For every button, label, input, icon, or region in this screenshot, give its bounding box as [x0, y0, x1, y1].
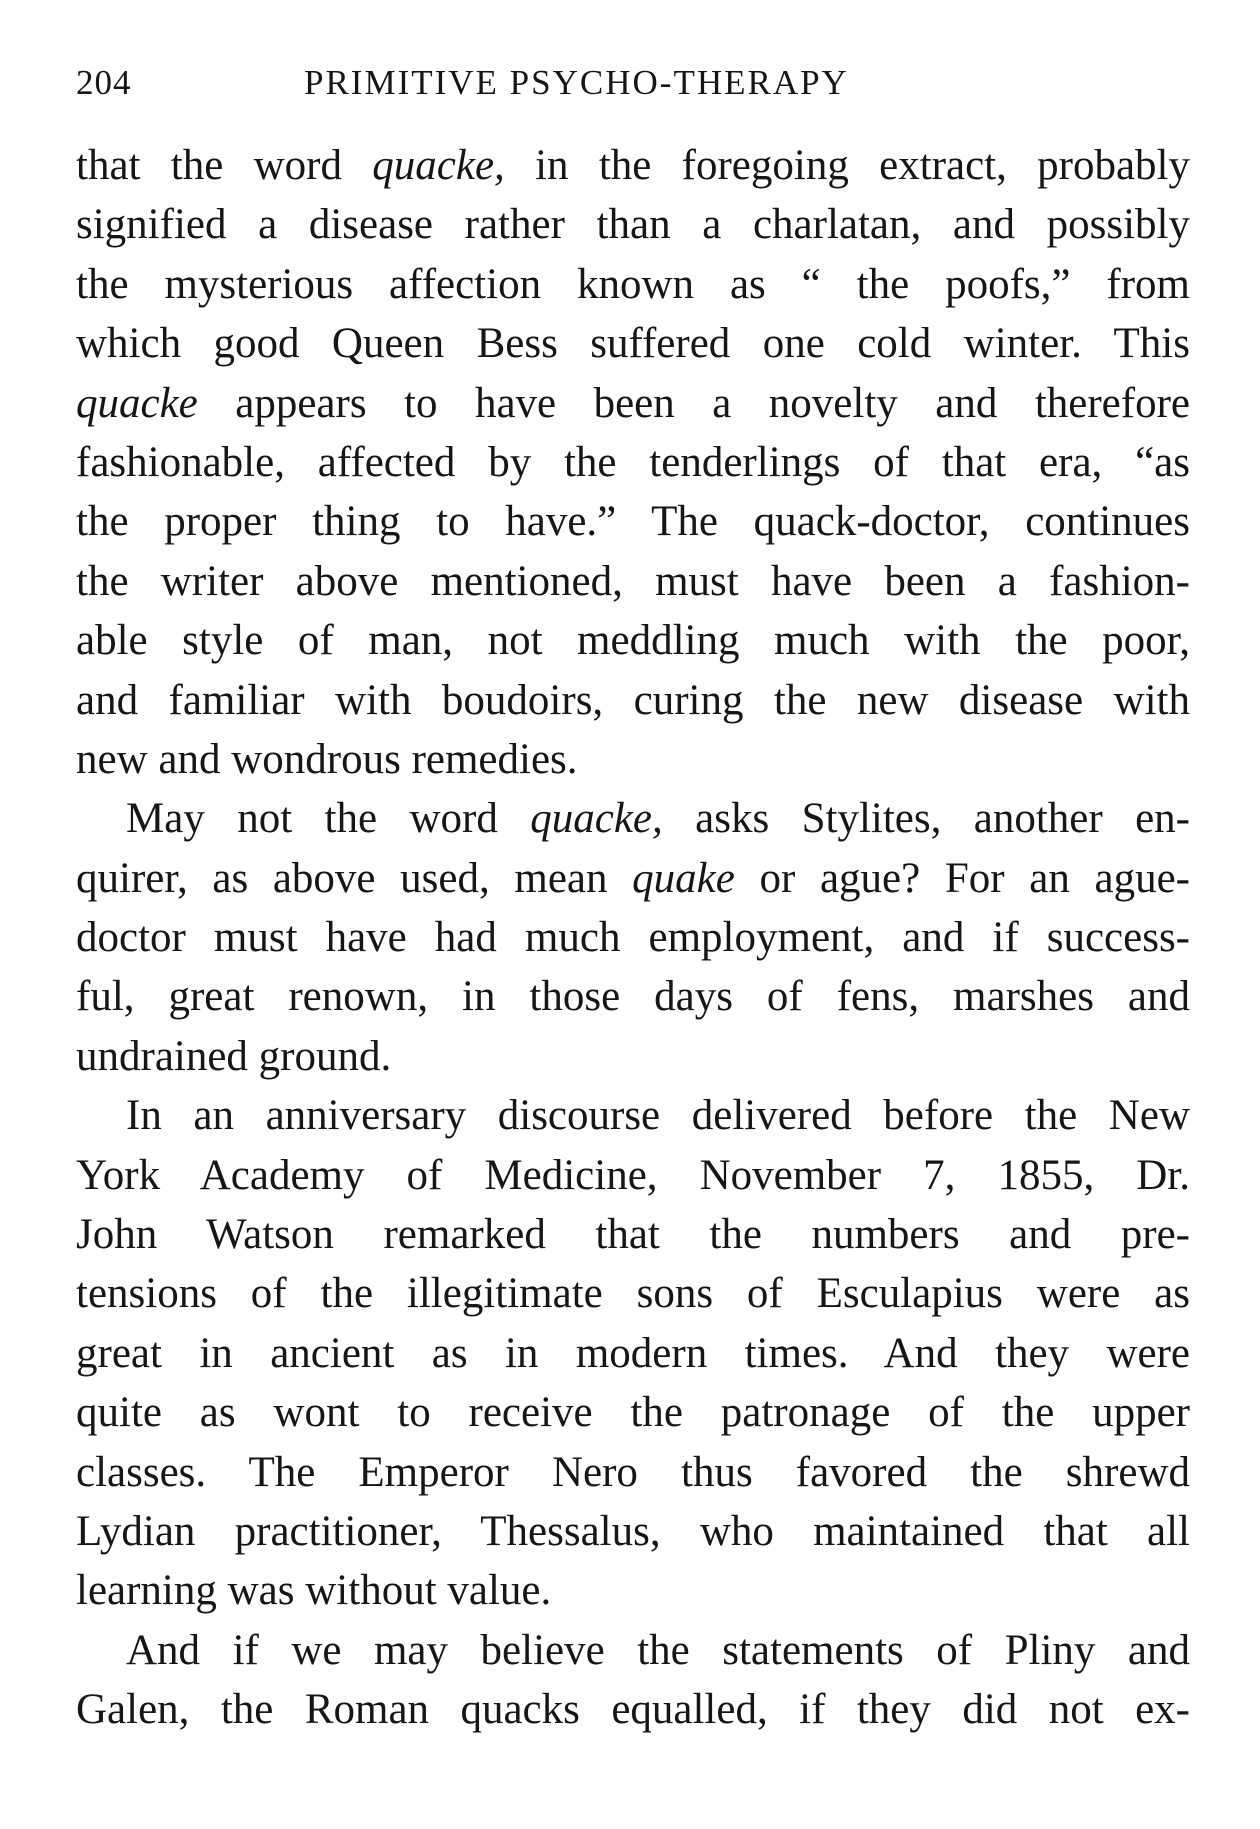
text-run: undrained ground.	[76, 1032, 392, 1080]
text-line	[76, 611, 1190, 670]
text-line	[76, 1561, 1190, 1620]
text-run: ful, great renown, in those days of fens, marshes and	[76, 973, 1190, 1021]
text-run: tensions of the illegitimate sons of Esculapius were as	[76, 1270, 1190, 1318]
text-run: great in ancient as in modern times. And they were	[76, 1329, 1190, 1377]
text-line	[76, 433, 1190, 492]
text-run: new and wondrous remedies.	[76, 735, 578, 783]
text-line	[76, 730, 1190, 789]
text-run: In an anniversary discourse delivered before the New	[126, 1092, 1190, 1140]
text-run: quite as wont to receive the patronage of the upper	[76, 1389, 1190, 1437]
text-line	[76, 552, 1190, 611]
text-run: Lydian practitioner, Thessalus, who maintained that all	[76, 1507, 1190, 1555]
text-line	[76, 136, 1190, 195]
text-line	[76, 1146, 1190, 1205]
text-run: classes. The Emperor Nero thus favored the shrewd	[76, 1448, 1190, 1496]
text-line	[76, 789, 1190, 848]
text-line	[76, 967, 1190, 1026]
running-title: PRIMITIVE PSYCHO-THERAPY	[304, 63, 849, 102]
text-run: appears to have been a novelty and therefore	[197, 379, 1190, 427]
text-run: the writer above mentioned, must have been a fashion-	[76, 557, 1190, 605]
text-line	[76, 492, 1190, 551]
text-run: signified a disease rather than a charlatan, and possibly	[76, 201, 1190, 249]
text-line	[76, 1086, 1190, 1145]
text-line	[76, 374, 1190, 433]
body-text	[76, 136, 1190, 1740]
text-run: that the word	[76, 142, 373, 189]
text-line	[76, 671, 1190, 730]
text-run: York Academy of Medicine, November 7, 1855, Dr.	[76, 1151, 1190, 1199]
text-run: Galen, the Roman quacks equalled, if they did not ex-	[76, 1686, 1190, 1734]
text-run: asks Stylites, another en-	[662, 795, 1190, 843]
italic-text: quacke,	[530, 795, 663, 843]
text-run: quirer, as above used, mean	[76, 854, 633, 902]
text-line	[76, 1383, 1190, 1442]
text-run: doctor must have had much employment, and if success-	[76, 914, 1190, 962]
text-line	[76, 195, 1190, 254]
text-line	[76, 1205, 1190, 1264]
page-number: 204	[76, 63, 132, 102]
text-run: learning was without value.	[76, 1567, 552, 1615]
text-line	[76, 1502, 1190, 1561]
italic-text: quacke	[76, 379, 198, 427]
text-line	[76, 1680, 1190, 1739]
text-line	[76, 1264, 1190, 1323]
running-head	[76, 58, 1190, 108]
text-line	[76, 1621, 1190, 1680]
italic-text: quacke,	[372, 142, 505, 189]
text-line	[76, 1027, 1190, 1086]
text-run: or ague? For an ague-	[734, 854, 1190, 902]
text-line	[76, 314, 1190, 373]
text-run: the mysterious affection known as “ the poofs,” from	[76, 260, 1190, 308]
text-line	[76, 849, 1190, 908]
text-line	[76, 908, 1190, 967]
text-run: in the foregoing extract, probably	[504, 142, 1190, 189]
text-line	[76, 255, 1190, 314]
text-run: John Watson remarked that the numbers and pre-	[76, 1211, 1190, 1259]
text-run: the proper thing to have.” The quack-doctor, continues	[76, 498, 1190, 546]
text-run: May not the word	[126, 795, 531, 843]
text-line	[76, 1443, 1190, 1502]
text-line	[76, 1324, 1190, 1383]
text-run: able style of man, not meddling much with the poor,	[76, 617, 1190, 665]
text-run: fashionable, affected by the tenderlings of that era, “as	[76, 438, 1190, 486]
text-run: And if we may believe the statements of Pliny and	[126, 1626, 1190, 1674]
italic-text: quake	[632, 854, 735, 902]
text-run: which good Queen Bess suffered one cold winter. This	[76, 320, 1190, 368]
text-run: and familiar with boudoirs, curing the new disease with	[76, 676, 1190, 724]
